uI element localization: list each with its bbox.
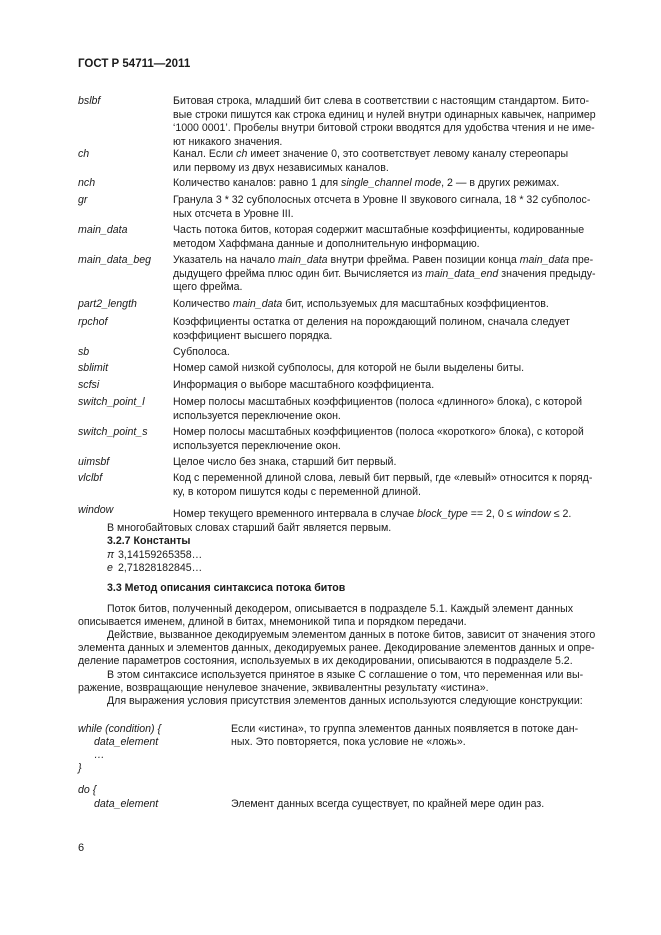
term-uimsbf: uimsbf — [78, 456, 110, 468]
definition-line — [173, 298, 549, 311]
definition-line: Субполоса. — [173, 346, 230, 358]
definition-line: щего фрейма. — [173, 281, 243, 293]
definition-fragment: Указатель на начало — [173, 254, 279, 266]
definition-fragment: main_data — [278, 254, 328, 266]
definition-line — [173, 148, 568, 161]
code-do: do { — [78, 784, 97, 796]
pi-value: 3,14159265358… — [118, 549, 203, 561]
definition-fragment: Канал. Если — [173, 148, 237, 160]
definition-line — [173, 268, 596, 281]
definition-fragment: имеет значение 0, это соответствует левому каналу стереопары — [247, 148, 569, 160]
term-nch: nch — [78, 177, 96, 189]
definition-line: или первому из двух независимых каналов. — [173, 161, 389, 174]
term-gr: gr — [78, 194, 88, 206]
definition-line: ку, в котором пишутся коды с переменной длиной. — [173, 485, 421, 498]
definition-line: Битовая строка, младший бит слева в соответствии с настоящим стандартом. Бито- — [173, 95, 590, 107]
code-ellipsis: … — [94, 749, 105, 761]
definition-line: методом Хаффмана данные и дополнительную информацию. — [173, 237, 480, 250]
definition-line: Часть потока битов, которая содержит масштабные коэффициенты, кодированные — [173, 224, 585, 236]
paragraph-line: Действие, вызванное декодируемым элементом данных в потоке битов, зависит от значения этого — [107, 629, 596, 641]
term-sb: sb — [78, 346, 90, 358]
definition-line — [173, 177, 559, 190]
paragraph-line: элемента данных и элементов данных, декодируемых ранее. Декодирование элементов данных и опре- — [78, 642, 595, 654]
definition-line: ‘1000 0001’. Пробелы внутри битовой строки вводятся для удобства чтения и не име- — [173, 122, 595, 134]
section-3-3-heading: 3.3 Метод описания синтаксиса потока битов — [107, 582, 346, 594]
definition-line: используется переключение окон. — [173, 409, 341, 422]
term-switch-point-s: switch_point_s — [78, 426, 148, 438]
definition-fragment: == 2, 0 ≤ — [467, 508, 516, 520]
definition-line: используется переключение окон. — [173, 439, 341, 452]
term-rpchof: rpchof — [78, 316, 108, 328]
definition-fragment: Номер текущего временного интервала в случае — [173, 508, 418, 520]
code-data-element-1: data_element — [94, 736, 159, 748]
definition-line: Целое число без знака, старший бит первый. — [173, 456, 397, 468]
definition-line: вые строки пишутся как строка единиц и нулей внутри одинарных кавычек, например — [173, 108, 596, 121]
definition-fragment: ≤ 2. — [550, 508, 572, 520]
term-switch-point-l: switch_point_l — [78, 396, 145, 408]
definition-fragment: window — [515, 508, 551, 520]
definition-fragment: внутри фрейма. Равен позиции конца — [327, 254, 520, 266]
term-vlclbf: vlclbf — [78, 472, 103, 484]
term-main-data-beg: main_data_beg — [78, 254, 152, 266]
paragraph-line: Для выражения условия присутствия элементов данных используются следующие конструкции: — [107, 695, 583, 707]
multibyte-note: В многобайтовых словах старший байт является первым. — [107, 522, 392, 534]
e-symbol: e — [107, 562, 113, 574]
definition-line — [173, 508, 571, 521]
definition-fragment: Количество — [173, 298, 233, 310]
document-header: ГОСТ Р 54711—2011 — [78, 58, 191, 70]
definition-line: коэффициент высшего порядка. — [173, 329, 333, 342]
term-window: window — [78, 504, 114, 516]
definition-fragment: пре- — [569, 254, 594, 266]
definition-fragment: , 2 — в других режимах. — [441, 177, 560, 189]
paragraph-line: В этом синтаксисе используется принятое в языке С соглашение о том, что переменная или вы- — [107, 669, 584, 681]
e-value: 2,71828182845… — [118, 562, 203, 574]
definition-fragment: значения предыду- — [498, 267, 596, 280]
while-desc-line-2: ных. Это повторяется, пока условие не «ложь». — [231, 736, 466, 748]
definition-line: Номер самой низкой субполосы, для которой не были выделены биты. — [173, 362, 525, 374]
definition-fragment: single_channel mode — [341, 177, 442, 189]
code-close-brace: } — [78, 762, 82, 774]
definition-fragment: Количество каналов: равно 1 для — [173, 177, 342, 189]
definition-fragment: ch — [236, 148, 248, 160]
do-desc: Элемент данных всегда существует, по крайней мере один раз. — [231, 798, 545, 810]
paragraph-line: ражение, возвращающие ненулевое значение, эквивалентны результату «истина». — [78, 682, 489, 694]
while-desc-line-1: Если «истина», то группа элементов данных появляется в потоке дан- — [231, 723, 579, 735]
definition-line: Код с переменной длиной слова, левый бит первый, где «левый» относится к поряд- — [173, 472, 593, 484]
definition-fragment: main_data — [232, 298, 283, 310]
term-scfsi: scfsi — [78, 379, 100, 391]
definition-line: Номер полосы масштабных коэффициентов (полоса «короткого» блока), с которой — [173, 426, 584, 438]
definition-line — [173, 254, 593, 267]
definition-line: Информация о выборе масштабного коэффициента. — [173, 379, 435, 391]
term-ch: ch — [78, 148, 90, 160]
section-3-2-7-heading: 3.2.7 Константы — [107, 535, 191, 547]
paragraph-line: описывается именем, длиной в битах, мнемоникой типа и порядком передачи. — [78, 616, 467, 628]
definition-line: ных отсчета в Уровне III. — [173, 207, 294, 220]
definition-fragment: main_data — [519, 254, 570, 266]
term-part2-length: part2_length — [78, 298, 137, 310]
page-number: 6 — [78, 842, 85, 854]
term-main-data: main_data — [78, 224, 128, 236]
definition-fragment: block_type — [417, 508, 468, 520]
definition-fragment: дыдущего фрейма плюс один бит. Вычисляется из — [173, 267, 426, 280]
definition-line: Номер полосы масштабных коэффициентов (полоса «длинного» блока), с которой — [173, 396, 582, 408]
code-while: while (condition) { — [78, 723, 162, 735]
term-bslbf: bslbf — [78, 95, 101, 107]
code-data-element-2: data_element — [94, 798, 159, 810]
definition-line: ют никакого значения. — [173, 135, 283, 148]
definition-line: Коэффициенты остатка от деления на порождающий полином, сначала следует — [173, 316, 570, 328]
definition-line: Гранула 3 * 32 субполосных отсчета в Уровне II звукового сигнала, 18 * 32 субполос- — [173, 194, 591, 206]
paragraph-line: Поток битов, полученный декодером, описывается в подразделе 5.1. Каждый элемент данных — [107, 603, 574, 615]
paragraph-line: деление параметров состояния, используемых в их декодировании, описываются в подразделе 5.2. — [78, 655, 573, 667]
definition-fragment: бит, используемых для масштабных коэффициентов. — [282, 298, 549, 310]
pi-symbol: π — [107, 549, 115, 561]
definition-fragment: main_data_end — [425, 267, 499, 280]
term-sblimit: sblimit — [78, 362, 109, 374]
